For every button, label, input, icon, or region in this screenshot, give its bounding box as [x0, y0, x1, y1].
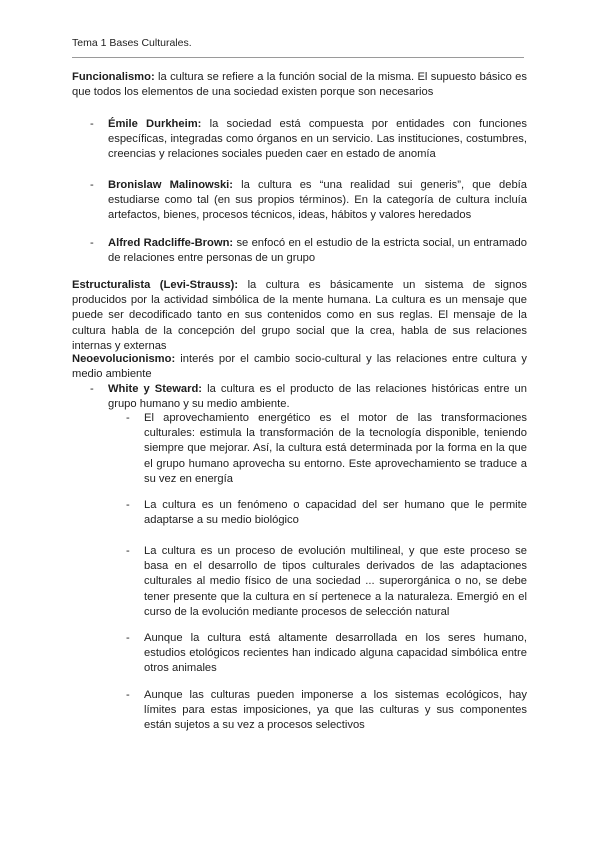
- funcionalismo-term: Funcionalismo:: [72, 71, 155, 83]
- estructuralista-paragraph: [72, 278, 527, 354]
- funcionalismo-paragraph: [72, 70, 527, 100]
- bullet-dash: -: [126, 499, 130, 511]
- neoevolucionismo-text: interés por el cambio socio-cultural y las relaciones entre cultura y medio ambiente: [72, 353, 527, 381]
- neoevolucionismo-paragraph: [72, 352, 527, 382]
- bullet-dash: -: [90, 118, 94, 130]
- author-text: la sociedad está compuesta por entidades con funciones específicas, integradas como órganos en un servicio. Las instituciones, costumbres, creencias y relaciones sociales pueden caer en estado de anomía: [108, 118, 527, 161]
- list-item: Aunque la cultura está altamente desarrollada en los seres humano, estudios etológicos recientes han indicado alguna capacidad simbólica entre otros animales: [144, 632, 527, 675]
- bullet-dash: -: [126, 632, 130, 644]
- list-item: Aunque las culturas pueden imponerse a los sistemas ecológicos, hay límites para estas imposiciones, ya que las culturas y sus componentes están sujetos a su vez a procesos selectivos: [144, 689, 527, 732]
- bullet-dash: -: [126, 545, 130, 557]
- bullet-dash: -: [90, 237, 94, 249]
- page-header: Tema 1 Bases Culturales.: [72, 37, 192, 49]
- bullet-dash: -: [90, 383, 94, 395]
- author-malinowski: [108, 178, 527, 224]
- estructuralista-term: Estructuralista (Levi-Strauss):: [72, 279, 239, 291]
- bullet-dash: -: [126, 689, 130, 701]
- author-radcliffe-brown: [108, 236, 527, 266]
- estructuralista-text: la cultura es básicamente un sistema de signos producidos por la actividad simbólica de la mente humana. La cultura es un mensaje que puede ser decodificado tanto en sus contenidos como en sus reglas. El mensaje de la cultura habla de la concepción del grupo social que la crea, habla de sus relaciones internas y externas: [72, 279, 528, 352]
- neoevolucionismo-term: Neoevolucionismo:: [72, 353, 176, 365]
- author-white-steward: [108, 382, 527, 412]
- bullet-dash: -: [90, 179, 94, 191]
- author-name: White y Steward:: [108, 383, 203, 395]
- list-item: La cultura es un fenómeno o capacidad del ser humano que le permite adaptarse a su medio biológico: [144, 499, 527, 527]
- author-durkheim: [108, 117, 527, 163]
- author-name: Bronislaw Malinowski:: [108, 179, 234, 191]
- author-name: Alfred Radcliffe-Brown:: [108, 237, 234, 249]
- header-divider: [72, 57, 524, 58]
- funcionalismo-text: la cultura se refiere a la función social de la misma. El supuesto básico es que todos los elementos de una sociedad existen porque son necesarios: [72, 71, 527, 99]
- author-text: la cultura es el producto de las relaciones históricas entre un grupo humano y su medio ambiente.: [108, 383, 527, 411]
- bullet-dash: -: [126, 412, 130, 424]
- list-item: El aprovechamiento energético es el motor de las transformaciones culturales: estimula la transformación de la tecnología disponible, teniendo siempre que mejorar. Así, la cultura está determinada por la forma en la que el grupo humano aprovecha su entorno. Este aprovechamiento se traduce a su vez en energía: [144, 412, 527, 485]
- list-item: La cultura es un proceso de evolución multilineal, y que este proceso se basa en el desarrollo de tipos culturales derivados de las adaptaciones culturales al medio físico de una sociedad ... superorgánica o no, se debe tener presente que la cultura en sí pertenece a la naturaleza. Emergió en el curso de la evolución mediante procesos de selección natural: [144, 545, 527, 618]
- author-text: se enfocó en el estudio de la estricta social, un entramado de relaciones entre personas de un grupo: [108, 237, 527, 265]
- author-name: Émile Durkheim:: [108, 118, 202, 130]
- author-text: la cultura es “una realidad sui generis”, que debía estudiarse como tal (en sus propios términos). En la categoría de cultura incluía artefactos, bienes, procesos técnicos, ideas, hábitos y valores heredados: [108, 179, 528, 222]
